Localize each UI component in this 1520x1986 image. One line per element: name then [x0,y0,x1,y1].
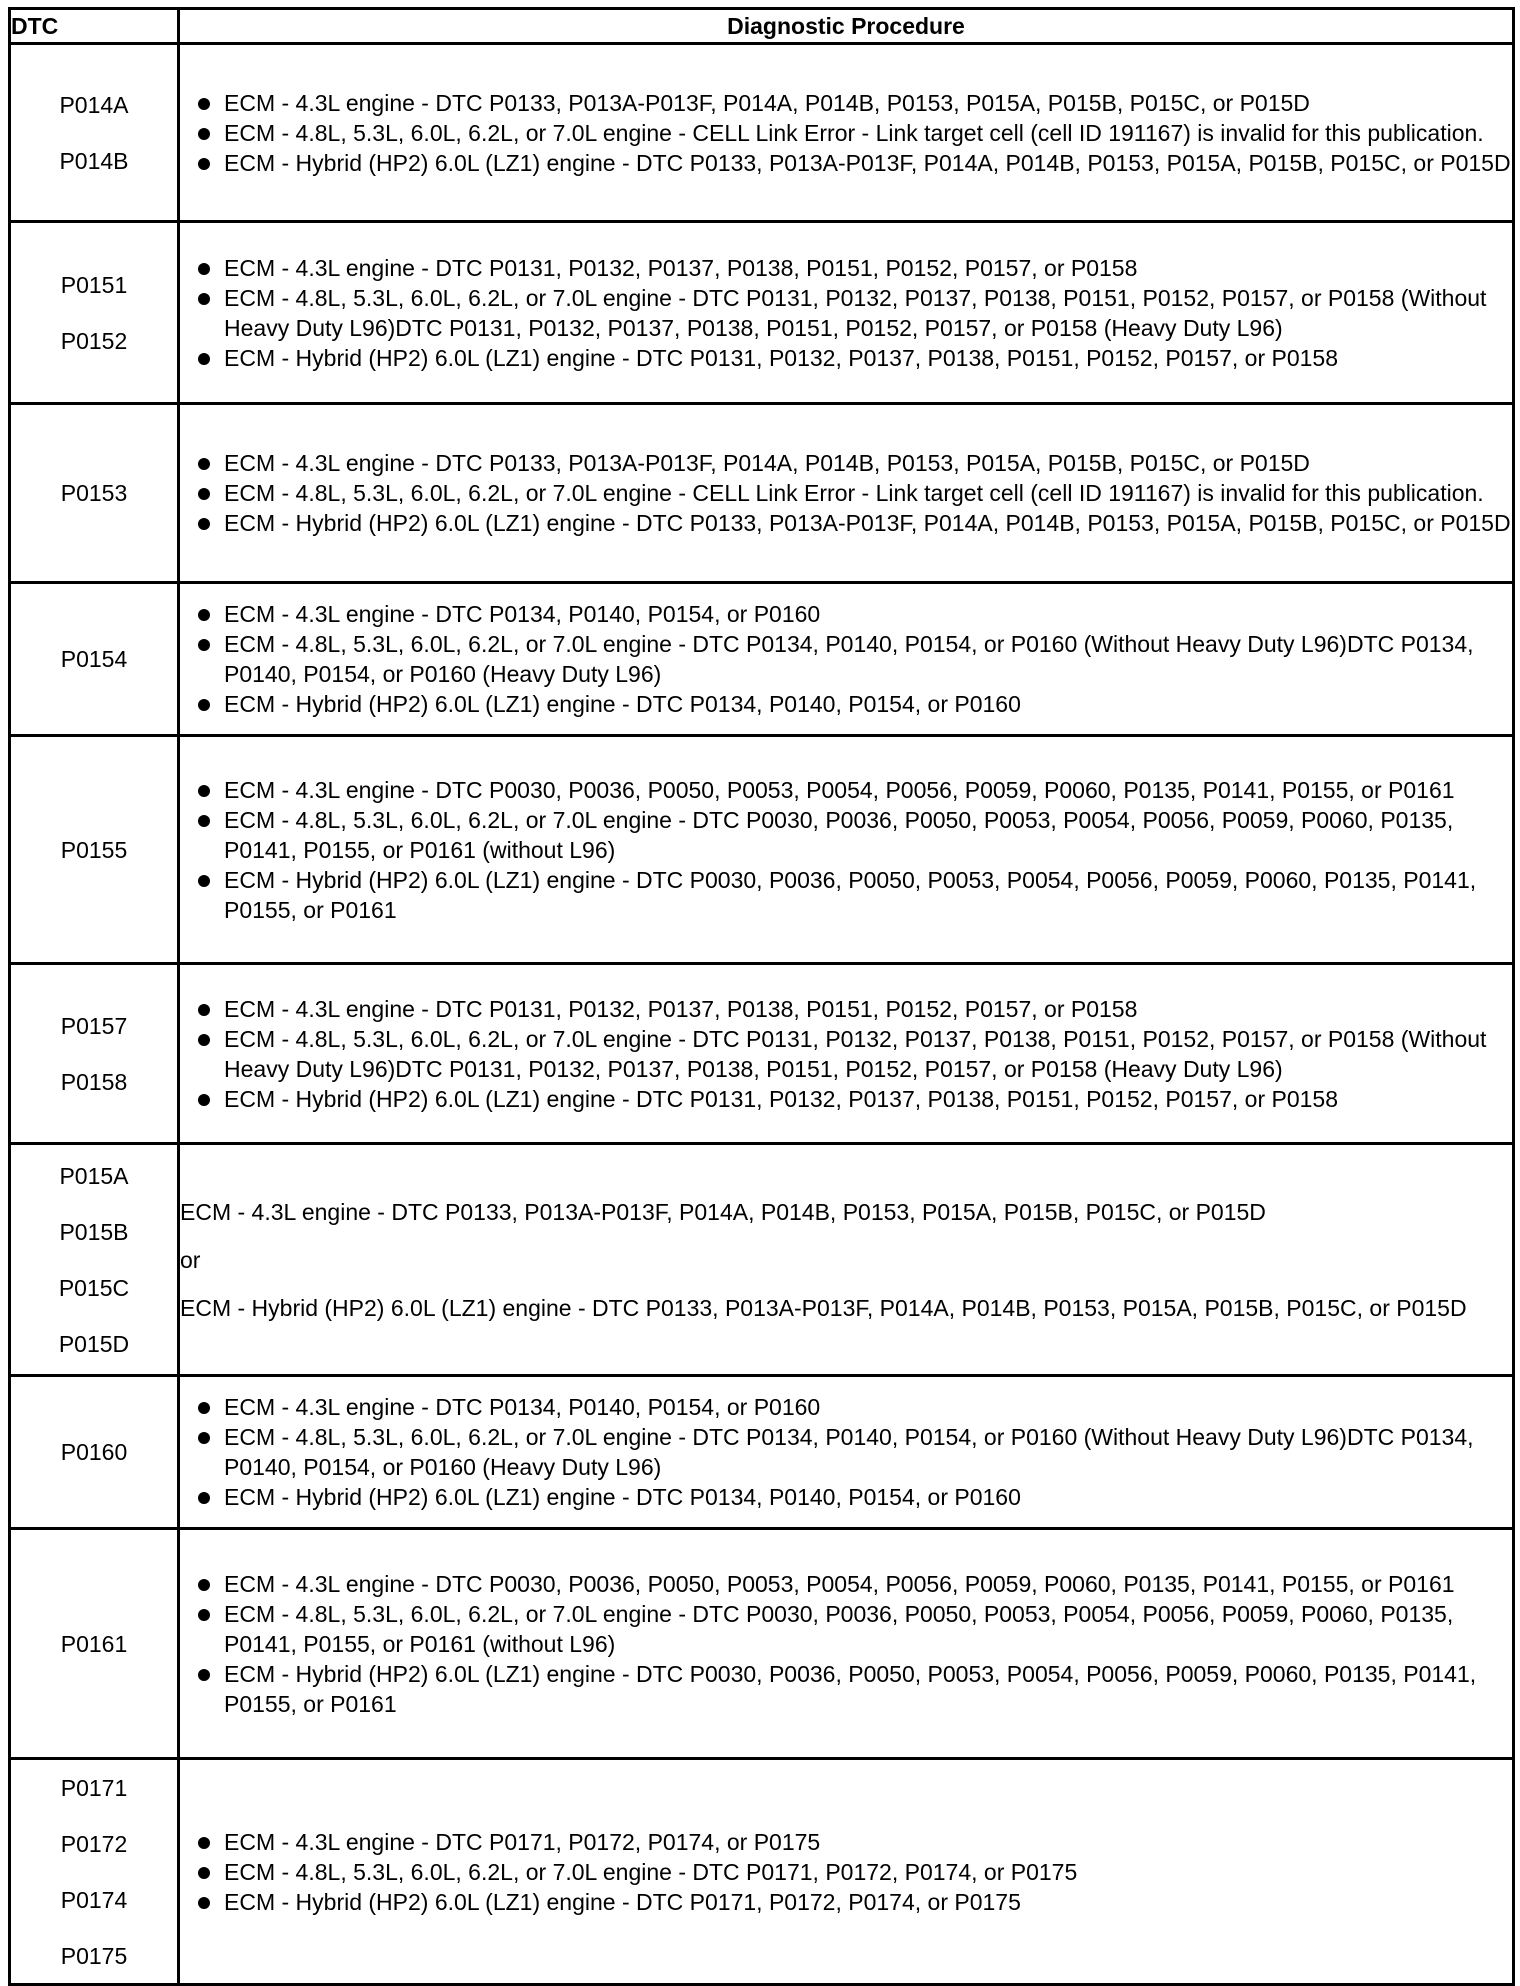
procedure-paragraph: ECM - 4.3L engine - DTC P0133, P013A-P013F, P014A, P014B, P0153, P015A, P015B, P015C, or P015D [180,1198,1266,1225]
dtc-code: P0155 [60,836,128,863]
procedure-item: ECM - 4.3L engine - DTC P0134, P0140, P0154, or P0160 [180,599,1512,629]
procedure-cell [179,1529,1514,1759]
table-row [10,1144,1514,1376]
procedure-list [180,775,1512,925]
procedure-item: ECM - Hybrid (HP2) 6.0L (LZ1) engine - DTC P0030, P0036, P0050, P0053, P0054, P0056, P0059, P0060, P0135, P0141, P0155, or P0161 [180,1659,1512,1719]
procedure-item: ECM - 4.8L, 5.3L, 6.0L, 6.2L, or 7.0L engine - DTC P0134, P0140, P0154, or P0160 (Without Heavy Duty L96)DTC P0134, P0140, P0154, or P0160 (Heavy Duty L96) [180,1422,1512,1482]
dtc-cell [10,1376,179,1529]
dtc-code: P0172 [60,1830,128,1857]
dtc-code: P0152 [60,327,128,354]
table-row [10,964,1514,1144]
dtc-code: P015C [58,1274,130,1301]
dtc-code: P014A [59,91,129,118]
table-row [10,404,1514,583]
dtc-code: P0154 [60,646,128,672]
dtc-cell [10,404,179,583]
procedure-list [180,88,1512,178]
dtc-code: P0153 [60,480,128,506]
dtc-code: P015A [59,1162,129,1189]
procedure-cell [179,1144,1514,1376]
dtc-table [8,7,1515,1986]
procedure-cell [179,964,1514,1144]
dtc-code: P015B [59,1218,129,1245]
procedure-item: ECM - 4.3L engine - DTC P0171, P0172, P0174, or P0175 [180,1827,1512,1857]
dtc-code: P0171 [60,1774,128,1801]
dtc-cell [10,1529,179,1759]
procedure-item: ECM - Hybrid (HP2) 6.0L (LZ1) engine - DTC P0030, P0036, P0050, P0053, P0054, P0056, P0059, P0060, P0135, P0141, P0155, or P0161 [180,865,1512,925]
procedure-item: ECM - 4.8L, 5.3L, 6.0L, 6.2L, or 7.0L engine - DTC P0030, P0036, P0050, P0053, P0054, P0056, P0059, P0060, P0135, P0141, P0155, or P0161 (without L96) [180,1599,1512,1659]
procedure-item: ECM - 4.3L engine - DTC P0131, P0132, P0137, P0138, P0151, P0152, P0157, or P0158 [180,994,1512,1024]
dtc-code: P0161 [60,1630,128,1657]
procedure-item: ECM - Hybrid (HP2) 6.0L (LZ1) engine - DTC P0171, P0172, P0174, or P0175 [180,1887,1512,1917]
table-row [10,44,1514,222]
procedure-cell [179,1376,1514,1529]
procedure-item: ECM - 4.3L engine - DTC P0030, P0036, P0050, P0053, P0054, P0056, P0059, P0060, P0135, P0141, P0155, or P0161 [180,1569,1512,1599]
procedure-item: ECM - Hybrid (HP2) 6.0L (LZ1) engine - DTC P0133, P013A-P013F, P014A, P014B, P0153, P015A, P015B, P015C, or P015D [180,148,1512,178]
procedure-list [180,1569,1512,1719]
table-row [10,1376,1514,1529]
procedure-cell [179,222,1514,404]
table-row [10,583,1514,736]
procedure-item: ECM - Hybrid (HP2) 6.0L (LZ1) engine - DTC P0134, P0140, P0154, or P0160 [180,689,1512,719]
dtc-code: P0158 [60,1068,128,1095]
procedure-cell [179,583,1514,736]
procedure-cell [179,404,1514,583]
procedure-item: ECM - 4.3L engine - DTC P0133, P013A-P013F, P014A, P014B, P0153, P015A, P015B, P015C, or P015D [180,88,1512,118]
dtc-code: P0151 [60,271,128,298]
procedure-item: ECM - 4.3L engine - DTC P0133, P013A-P013F, P014A, P014B, P0153, P015A, P015B, P015C, or P015D [180,448,1512,478]
table-header-row [10,9,1514,44]
procedure-list [180,599,1512,719]
procedure-item: ECM - 4.8L, 5.3L, 6.0L, 6.2L, or 7.0L engine - DTC P0171, P0172, P0174, or P0175 [180,1857,1512,1887]
procedure-item: ECM - Hybrid (HP2) 6.0L (LZ1) engine - DTC P0131, P0132, P0137, P0138, P0151, P0152, P0157, or P0158 [180,1084,1512,1114]
procedure-item: ECM - Hybrid (HP2) 6.0L (LZ1) engine - DTC P0134, P0140, P0154, or P0160 [180,1482,1512,1512]
dtc-cell [10,736,179,964]
dtc-code: P0160 [60,1439,128,1465]
procedure-list [180,1392,1512,1512]
dtc-cell [10,44,179,222]
procedure-paragraph: or [180,1246,201,1273]
dtc-code: P014B [59,147,129,174]
dtc-cell [10,1144,179,1376]
procedure-item: ECM - 4.8L, 5.3L, 6.0L, 6.2L, or 7.0L engine - CELL Link Error - Link target cell (cell ID 191167) is invalid for this publication. [180,118,1512,148]
table-row [10,1759,1514,1985]
procedure-cell [179,1759,1514,1985]
table-row [10,736,1514,964]
procedure-cell [179,736,1514,964]
dtc-code: P015D [58,1330,130,1357]
dtc-code: P0157 [60,1012,128,1039]
table-row [10,222,1514,404]
procedure-list [180,448,1512,538]
dtc-code: P0174 [60,1886,128,1913]
procedure-item: ECM - 4.3L engine - DTC P0030, P0036, P0050, P0053, P0054, P0056, P0059, P0060, P0135, P0141, P0155, or P0161 [180,775,1512,805]
procedure-item: ECM - Hybrid (HP2) 6.0L (LZ1) engine - DTC P0131, P0132, P0137, P0138, P0151, P0152, P0157, or P0158 [180,343,1512,373]
procedure-list [180,994,1512,1114]
dtc-code: P0175 [60,1942,128,1969]
dtc-cell [10,964,179,1144]
dtc-cell [10,583,179,736]
column-header-procedure: Diagnostic Procedure [179,9,1514,44]
table-body [10,44,1514,1985]
procedure-item: ECM - 4.3L engine - DTC P0131, P0132, P0137, P0138, P0151, P0152, P0157, or P0158 [180,253,1512,283]
procedure-text [180,1197,1512,1323]
dtc-cell [10,222,179,404]
procedure-item: ECM - 4.8L, 5.3L, 6.0L, 6.2L, or 7.0L engine - DTC P0131, P0132, P0137, P0138, P0151, P0152, P0157, or P0158 (Without Heavy Duty L96)DTC P0131, P0132, P0137, P0138, P0151, P0152, P0157, or P0158 (Heavy Duty L96) [180,1024,1512,1084]
dtc-cell [10,1759,179,1985]
procedure-item: ECM - 4.8L, 5.3L, 6.0L, 6.2L, or 7.0L engine - DTC P0131, P0132, P0137, P0138, P0151, P0152, P0157, or P0158 (Without Heavy Duty L96)DTC P0131, P0132, P0137, P0138, P0151, P0152, P0157, or P0158 (Heavy Duty L96) [180,283,1512,343]
procedure-list [180,253,1512,373]
procedure-item: ECM - 4.3L engine - DTC P0134, P0140, P0154, or P0160 [180,1392,1512,1422]
procedure-paragraph: ECM - Hybrid (HP2) 6.0L (LZ1) engine - DTC P0133, P013A-P013F, P014A, P014B, P0153, P015A, P015B, P015C, or P015D [180,1294,1467,1321]
procedure-item: ECM - Hybrid (HP2) 6.0L (LZ1) engine - DTC P0133, P013A-P013F, P014A, P014B, P0153, P015A, P015B, P015C, or P015D [180,508,1512,538]
procedure-item: ECM - 4.8L, 5.3L, 6.0L, 6.2L, or 7.0L engine - DTC P0134, P0140, P0154, or P0160 (Without Heavy Duty L96)DTC P0134, P0140, P0154, or P0160 (Heavy Duty L96) [180,629,1512,689]
procedure-cell [179,44,1514,222]
table-row [10,1529,1514,1759]
procedure-list [180,1827,1512,1917]
procedure-item: ECM - 4.8L, 5.3L, 6.0L, 6.2L, or 7.0L engine - DTC P0030, P0036, P0050, P0053, P0054, P0056, P0059, P0060, P0135, P0141, P0155, or P0161 (without L96) [180,805,1512,865]
column-header-dtc: DTC [10,9,179,44]
procedure-item: ECM - 4.8L, 5.3L, 6.0L, 6.2L, or 7.0L engine - CELL Link Error - Link target cell (cell ID 191167) is invalid for this publication. [180,478,1512,508]
